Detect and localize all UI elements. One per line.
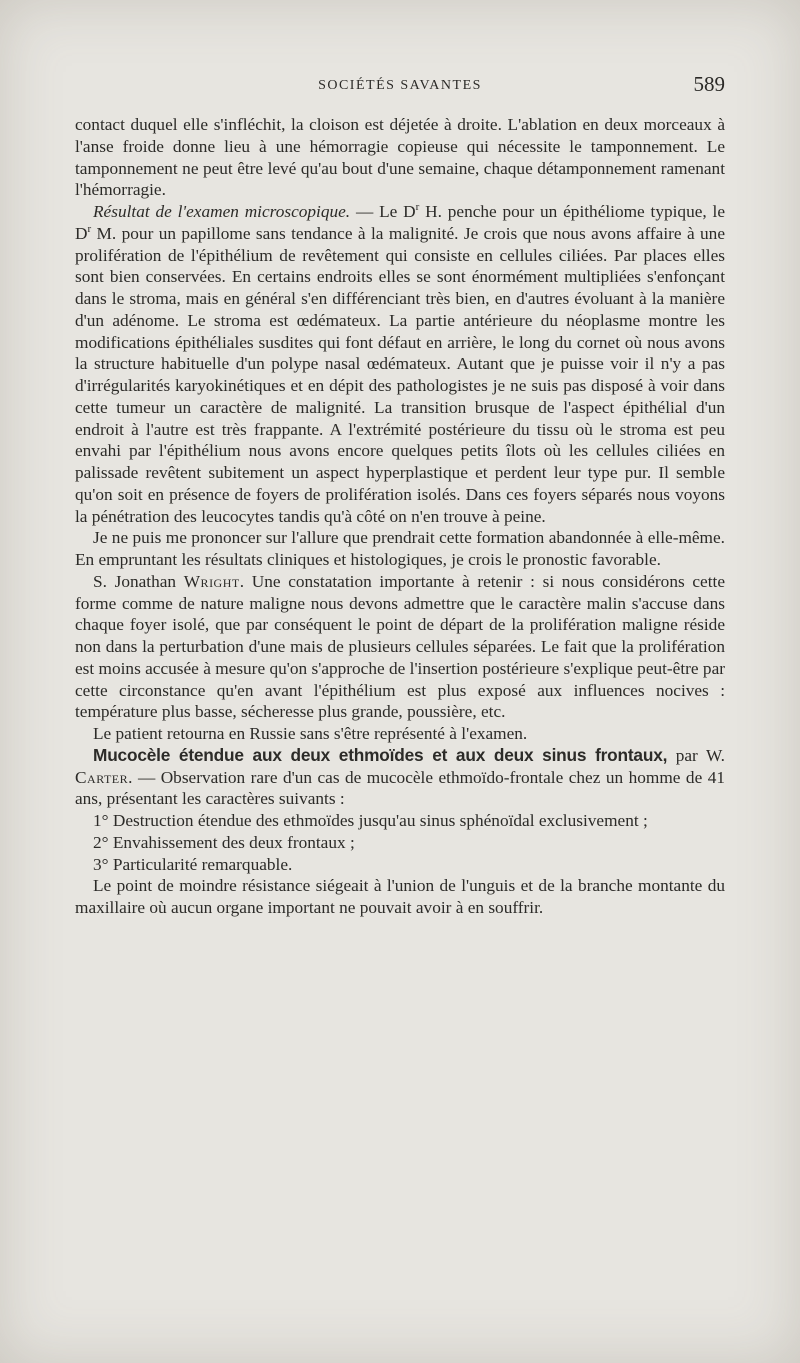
paragraph-patient — [75, 723, 725, 745]
article-title: Mucocèle étendue aux deux ethmoïdes et aux deux sinus frontaux, — [93, 744, 668, 765]
list-item — [75, 832, 725, 854]
list-item-text: 1° Destruction étendue des ethmoïdes jusqu'au sinus sphénoïdal exclusivement ; — [93, 811, 648, 830]
paragraph-resistance — [75, 875, 725, 919]
paragraph-text: Le point de moindre résistance siégeait à l'union de l'unguis et de la branche montante du maxillaire où aucun organe important ne pouvait avoir à en souffrir. — [75, 876, 725, 917]
list-item-text: 2° Envahissement des deux frontaux ; — [93, 832, 355, 852]
paragraph-text: . — Observation rare d'un cas de mucocèle ethmoïdo-frontale chez un homme de 41 ans, présentant les caractères suivants : — [75, 767, 725, 809]
paragraph-text: M. pour un papillome sans tendance à la malignité. Je crois que nous avons affaire à une prolifération de l'épithélium de revêtement qui consiste en cellules ciliées. Par places elles sont bien conservées. En certains endroits elles se sont énormément multipliées s'enfonçant dans le stroma, mais en général s'en différenciant très bien, en d'autres évoluant à la manière d'un adénome. Le stroma est œdémateux. La partie antérieure du néoplasme montre les modifications épithéliales susdites qui font défaut en arrière, le long du cornet où nous avons la structure habituelle d'un polype nasal œdémateux. Autant que je puisse voir il n'y a pas d'irrégularités karyokinétiques et en dépit des pathologistes je ne suis pas disposé à voir dans cette tumeur un caractère de malignité. La transition brusque de l'aspect épithélial d'un endroit à l'autre est très frappante. A l'extrémité postérieure du tissu où le stroma est peu envahi par l'épithélium nous avons encore quelques petits îlots où les cellules ciliées en palissade revêtent subitement un aspect hyperplastique et perdent leur type pur. Il semble qu'on soit en présence de foyers de prolifération isolés. Dans ces foyers séparés nous voyons la pénétration des leucocytes tandis qu'à côté on n'en trouve à peine. — [75, 223, 725, 526]
superscript: r — [415, 201, 420, 214]
list-item — [75, 810, 725, 832]
paragraph-text: Je ne puis me prononcer sur l'allure que prendrait cette formation abandonnée à elle-même. En empruntant les résultats cliniques et histologiques, je crois le pronostic favorable. — [75, 528, 725, 569]
paragraph-wright — [75, 571, 725, 723]
author-name: Carter — [75, 767, 129, 787]
list-item-text: 3° Particularité remarquable. — [93, 854, 293, 874]
list-item — [75, 854, 725, 876]
paragraph-text: H. penche pour un épithéliome typique, le D — [75, 202, 726, 243]
superscript: r — [87, 222, 92, 235]
author-lead: par W. — [667, 745, 725, 765]
paragraph-text: contact duquel elle s'infléchit, la cloison est déjetée à droite. L'ablation en deux morceaux à l'anse froide donne lieu à une hémorragie copieuse qui nécessite le tamponnement. Le tamponnement ne peut être levé qu'au bout d'une semaine, chaque détamponnement ramenant l'hémorragie. — [75, 115, 725, 200]
paragraph-prognosis — [75, 527, 725, 571]
paragraph-microscopic-exam — [75, 201, 725, 527]
page-number: 589 — [693, 72, 725, 96]
body-text — [75, 114, 725, 919]
section-heading: Résultat de l'examen microscopique. — [93, 202, 351, 221]
paragraph-mucocele — [75, 745, 725, 810]
speaker-surname: Wright — [183, 571, 240, 591]
paragraph-text: — Le D — [350, 202, 416, 221]
paragraph-ablation — [75, 114, 725, 201]
running-title: SOCIÉTÉS SAVANTES — [318, 78, 482, 93]
page-header — [75, 72, 725, 102]
paragraph-text: Le patient retourna en Russie sans s'être représenté à l'examen. — [93, 724, 528, 743]
speaker-name: S. Jonathan — [93, 571, 184, 591]
paragraph-text: . Une constatation importante à retenir : si nous considérons cette forme comme de nature maligne nous devons admettre que le caractère malin s'accuse dans chaque foyer isolé, que par conséquent le point de départ de la prolifération maligne réside non dans la perturbation d'une mais de plusieurs cellules séparées. Le fait que la prolifération est moins accusée à mesure qu'on s'approche de l'insertion postérieure s'explique peut-être par cette circonstance qu'en avant l'épithélium est plus exposé aux influences nocives : température plus basse, sécheresse plus grande, poussière, etc. — [75, 571, 725, 722]
